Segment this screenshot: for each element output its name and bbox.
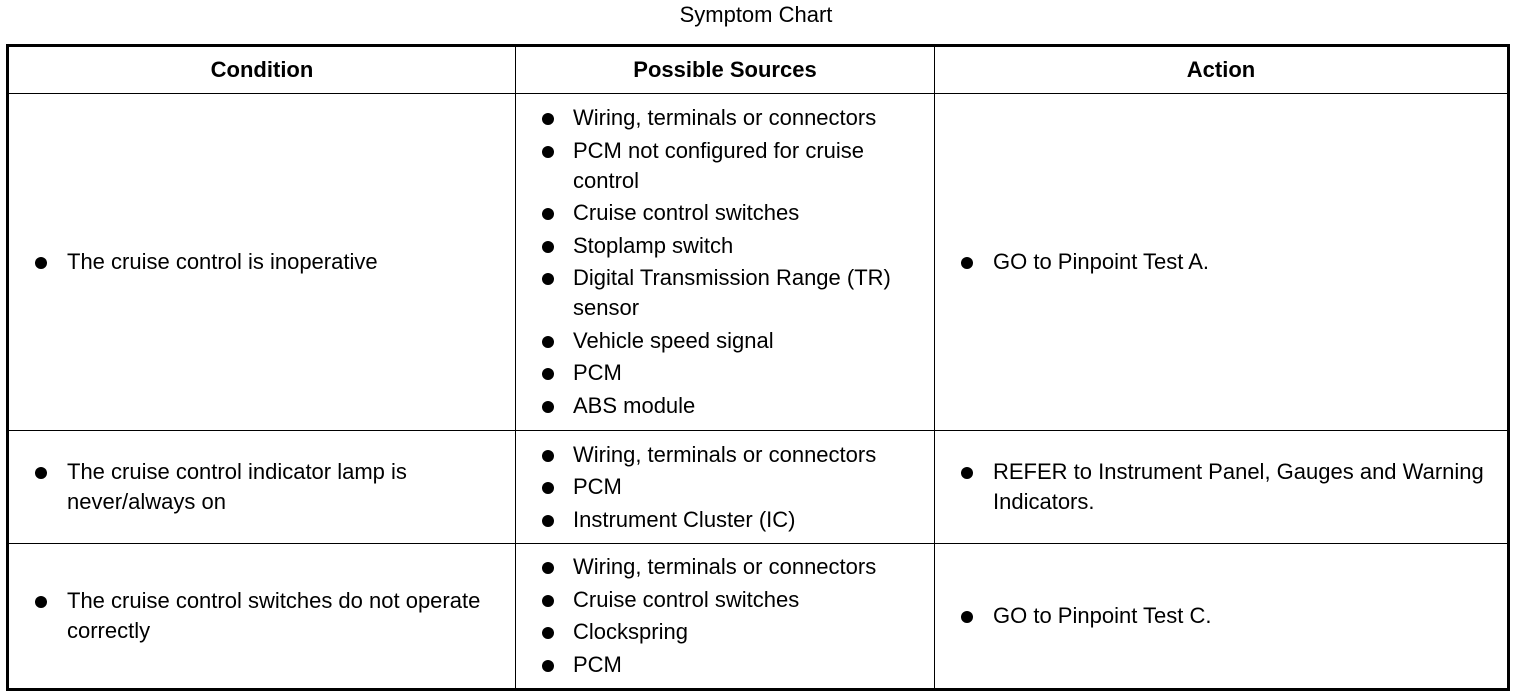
source-item: Digital Transmission Range (TR) sensor (516, 263, 934, 323)
source-item: PCM not configured for cruise control (516, 136, 934, 196)
condition-cell (8, 94, 516, 431)
source-item: Wiring, terminals or connectors (516, 103, 934, 133)
symptom-chart-table (6, 44, 1510, 691)
action-cell (935, 431, 1509, 544)
chart-title: Symptom Chart (679, 2, 833, 27)
condition-cell (8, 544, 516, 690)
source-item: Stoplamp switch (516, 231, 934, 261)
source-item: Wiring, terminals or connectors (516, 440, 934, 470)
table-row (8, 431, 1509, 544)
sources-list (516, 552, 934, 680)
action-cell (935, 544, 1509, 690)
condition-text: The cruise control is inoperative (9, 247, 515, 277)
header-possible-sources: Possible Sources (516, 46, 935, 94)
source-item: Cruise control switches (516, 198, 934, 228)
source-item: PCM (516, 472, 934, 502)
source-item: PCM (516, 650, 934, 680)
header-action: Action (935, 46, 1509, 94)
sources-list (516, 440, 934, 535)
source-item: PCM (516, 358, 934, 388)
source-item: Cruise control switches (516, 585, 934, 615)
action-text: REFER to Instrument Panel, Gauges and Warning Indicators. (935, 457, 1507, 517)
action-cell (935, 94, 1509, 431)
source-item: Instrument Cluster (IC) (516, 505, 934, 535)
sources-cell (516, 431, 935, 544)
header-condition: Condition (8, 46, 516, 94)
source-item: Vehicle speed signal (516, 326, 934, 356)
action-text: GO to Pinpoint Test A. (935, 247, 1507, 277)
condition-cell (8, 431, 516, 544)
table-row (8, 94, 1509, 431)
sources-cell (516, 544, 935, 690)
condition-text: The cruise control switches do not operate correctly (9, 586, 515, 646)
source-item: Wiring, terminals or connectors (516, 552, 934, 582)
table-row (8, 544, 1509, 690)
action-text: GO to Pinpoint Test C. (935, 601, 1507, 631)
sources-cell (516, 94, 935, 431)
condition-text: The cruise control indicator lamp is never/always on (9, 457, 515, 517)
sources-list (516, 103, 934, 421)
header-row (8, 46, 1509, 94)
source-item: Clockspring (516, 617, 934, 647)
source-item: ABS module (516, 391, 934, 421)
